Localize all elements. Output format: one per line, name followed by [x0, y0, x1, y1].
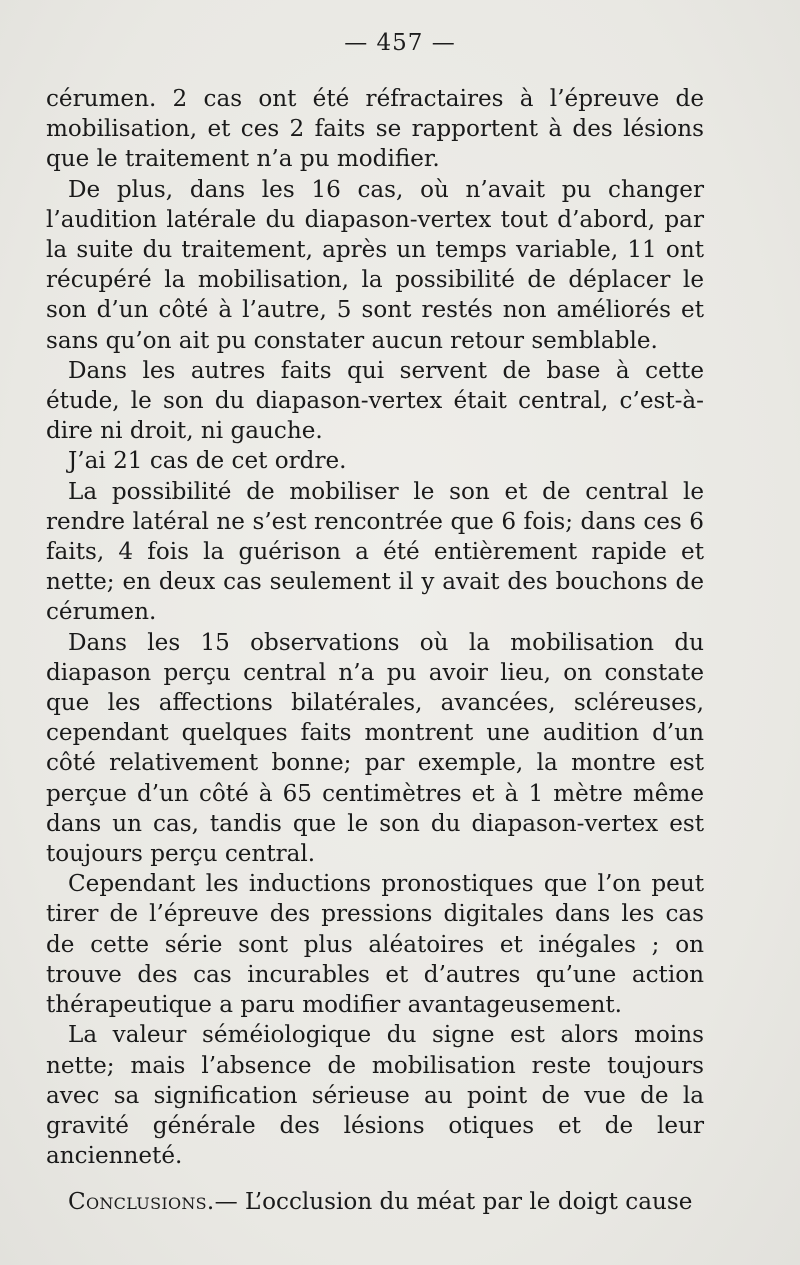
paragraph-7: Cependant les inductions pronostiques que l’on peut tirer de l’épreuve des pressions digitales dans les cas de cette série sont plus aléatoires et inégales ; on trouve des cas incurables et d’autres qu’une action thérapeutique a paru modifier avantageusement.	[46, 871, 704, 1019]
conclusions-paragraph	[46, 1187, 704, 1217]
conclusions-label: Conclusions.	[68, 1189, 215, 1216]
paragraph-8: La valeur séméiologique du signe est alors moins nette; mais l’absence de mobilisation reste toujours avec sa signification sérieuse au point de vue de la gravité générale des lésions otiques et de leur ancienneté.	[46, 1022, 704, 1170]
body-text	[46, 84, 704, 1218]
conclusions-text: — L’occlusion du méat par le doigt cause	[214, 1189, 693, 1216]
paragraph-3: Dans les autres faits qui servent de base à cette étude, le son du diapason-vertex était central, c’est-à-dire ni droit, ni gauche.	[46, 357, 704, 445]
paragraph-1: cérumen. 2 cas ont été réfractaires à l’épreuve de mobilisation, et ces 2 faits se rapportent à des lésions que le traitement n’a pu modifier.	[46, 86, 704, 173]
page-number: — 457 —	[344, 30, 456, 56]
paragraph-2: De plus, dans les 16 cas, où n’avait pu changer l’audition latérale du diapason-vertex tout d’abord, par la suite du traitement, après un temps variable, 11 ont récupéré la mobilisation, la possibilité de déplacer le son d’un côté à l’autre, 5 sont restés non améliorés et sans qu’on ait pu constater aucun retour semblable.	[46, 176, 704, 354]
paragraph-4: J’ai 21 cas de cet ordre.	[68, 448, 347, 475]
paragraph-6: Dans les 15 observations où la mobilisation du diapason perçu central n’a pu avoir lieu, on constate que les affections bilatérales, avancées, scléreuses, cependant quelques faits montrent une audition d’un côté relativement bonne; par exemple, la montre est perçue d’un côté à 65 centimètres et à 1 mètre même dans un cas, tandis que le son du diapason-vertex est toujours perçu central.	[46, 629, 704, 868]
paragraph-5: La possibilité de mobiliser le son et de central le rendre latéral ne s’est rencontrée que 6 fois; dans ces 6 faits, 4 fois la guérison a été entièrement rapide et nette; en deux cas seulement il y avait des bouchons de cérumen.	[46, 478, 704, 626]
